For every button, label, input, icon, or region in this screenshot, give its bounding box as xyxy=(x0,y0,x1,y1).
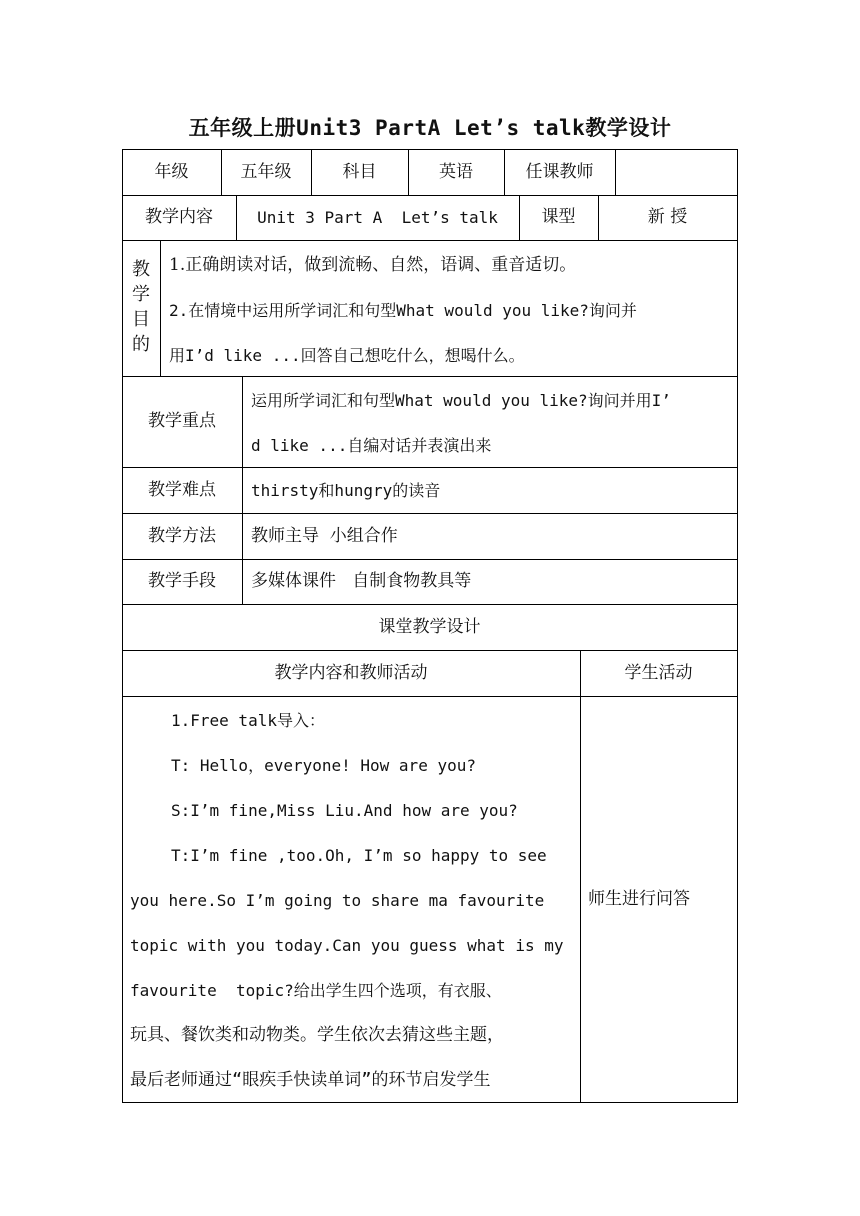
methods-label: 教学方法 xyxy=(148,525,216,546)
objective-line: 2.在情境中运用所学词汇和句型What would you like?询问并 xyxy=(169,301,637,320)
activity-line: topic with you today.Can you guess what is my xyxy=(130,936,564,955)
objectives-label-char: 目 xyxy=(132,309,150,330)
difficulties-label: 教学难点 xyxy=(148,479,216,500)
document-title: 五年级上册Unit3 PartA Let’s talk教学设计 xyxy=(188,116,672,140)
objectives-label-char: 教 xyxy=(132,259,150,280)
activity-line: T:I’m fine ,too.Oh, I’m so happy to see xyxy=(171,846,547,865)
student-activity-value: 师生进行问答 xyxy=(588,888,690,909)
subject-value: 英语 xyxy=(439,161,473,182)
objectives-label-char: 学 xyxy=(132,284,150,305)
key-points-label: 教学重点 xyxy=(148,411,216,431)
grade-label: 年级 xyxy=(154,161,189,182)
activity-line: 最后老师通过“眼疾手快读单词”的环节启发学生 xyxy=(130,1070,491,1090)
key-point-line: 运用所学词汇和句型What would you like?询问并用I’ xyxy=(251,391,671,410)
means-value: 多媒体课件 自制食物教具等 xyxy=(251,571,472,591)
subject-label: 科目 xyxy=(342,161,377,182)
type-value: 新 授 xyxy=(647,207,688,227)
teacher-activity-header: 教学内容和教师活动 xyxy=(274,662,428,683)
student-activity-header: 学生活动 xyxy=(624,662,693,683)
content-label: 教学内容 xyxy=(145,207,213,227)
content-value: Unit 3 Part A Let’s talk xyxy=(257,208,498,227)
key-points-content xyxy=(242,378,737,467)
activity-line: you here.So I’m going to share ma favourite xyxy=(130,891,545,910)
teacher-value xyxy=(615,149,737,195)
means-label: 教学手段 xyxy=(148,571,216,591)
activity-line: S:I’m fine,Miss Liu.And how are you? xyxy=(171,801,518,820)
teacher-label: 任课教师 xyxy=(525,161,594,182)
objectives-label xyxy=(122,240,160,376)
activity-line: 玩具、餐饮类和动物类。学生依次去猜这些主题， xyxy=(130,1025,504,1045)
activity-line: favourite topic?给出学生四个选项，有衣服、 xyxy=(130,981,502,1000)
objective-line: 用I’d like ...回答自己想吃什么，想喝什么。 xyxy=(169,346,525,365)
grade-value: 五年级 xyxy=(240,161,292,182)
objectives-label-char: 的 xyxy=(132,334,150,355)
objectives-content xyxy=(160,243,737,376)
objective-line: 1.正确朗读对话，做到流畅、自然，语调、重音适切。 xyxy=(169,255,577,275)
teacher-activity-content xyxy=(122,698,580,1102)
activity-line: 1.Free talk导入： xyxy=(171,711,325,730)
activity-line: T: Hello，everyone! How are you? xyxy=(171,756,476,775)
type-label: 课型 xyxy=(541,207,576,227)
classroom-design-header: 课堂教学设计 xyxy=(378,616,481,637)
key-point-line: d like ...自编对话并表演出来 xyxy=(251,436,492,455)
difficulties-value: thirsty和hungry的读音 xyxy=(251,480,441,500)
methods-value: 教师主导 小组合作 xyxy=(251,525,398,546)
